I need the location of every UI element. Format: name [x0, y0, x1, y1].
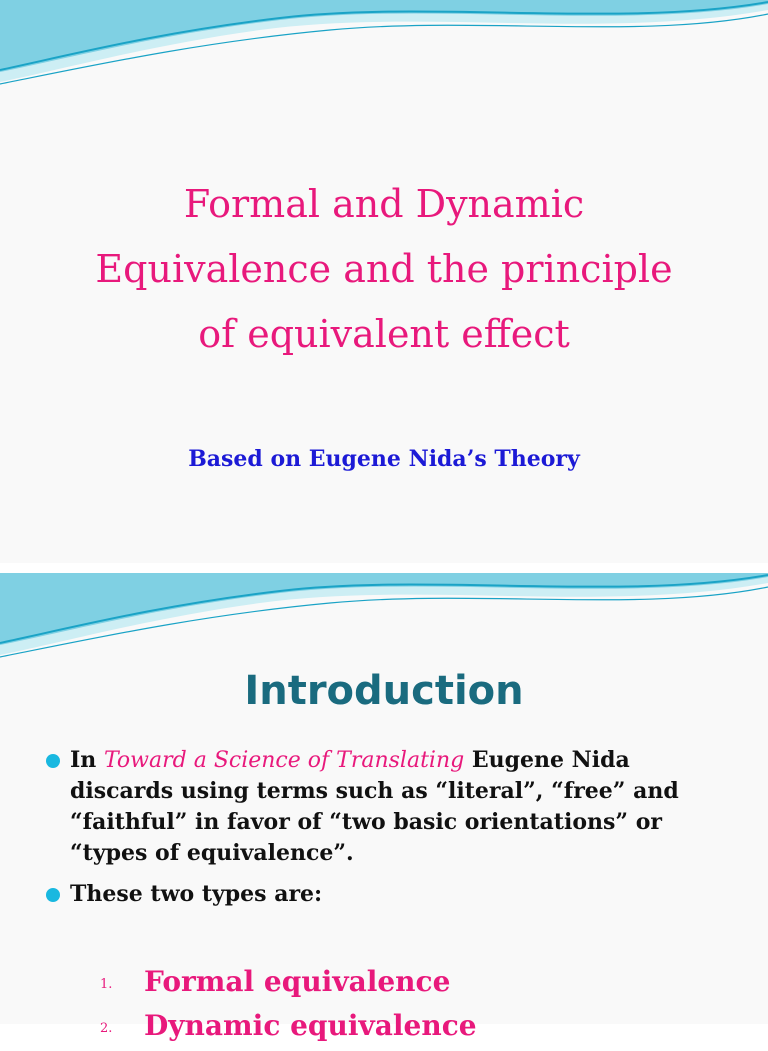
- bullet-icon: [46, 754, 60, 768]
- slide-title: [40, 172, 728, 367]
- bullet-rest-text: Eugene Nida discards using terms such as “literal”, “free” and “faithful” in favor of “two basic orientations” or “types of equivalence”.: [70, 747, 679, 866]
- introduction-slide: [0, 573, 768, 1042]
- slide-subtitle: Based on Eugene Nida’s Theory: [188, 446, 580, 472]
- bullet-item: [44, 745, 734, 869]
- book-title: Toward a Science of Translating: [103, 748, 465, 773]
- title-line-3: of equivalent effect: [198, 312, 570, 356]
- bullet-list: [44, 745, 734, 920]
- slide-separator: [0, 563, 768, 573]
- numbered-label: Formal equivalence: [144, 965, 451, 998]
- numbered-marker: 1.: [100, 977, 113, 992]
- title-line-1: Formal and Dynamic: [183, 182, 585, 226]
- title-line-2: Equivalence and the principle: [95, 247, 673, 291]
- numbered-list: [100, 963, 720, 1051]
- bullet-icon: [46, 888, 60, 902]
- numbered-label: Dynamic equivalence: [144, 1009, 477, 1042]
- section-heading: Introduction: [244, 668, 524, 714]
- bullet-text: These two types are:: [70, 881, 323, 907]
- numbered-marker: 2.: [100, 1021, 113, 1036]
- numbered-item: [100, 1007, 720, 1047]
- header-wave-decoration: [0, 0, 768, 90]
- bullet-item: [44, 879, 734, 910]
- bullet-lead-text: In: [70, 747, 104, 773]
- header-wave-decoration: [0, 573, 768, 663]
- numbered-item: [100, 963, 720, 1003]
